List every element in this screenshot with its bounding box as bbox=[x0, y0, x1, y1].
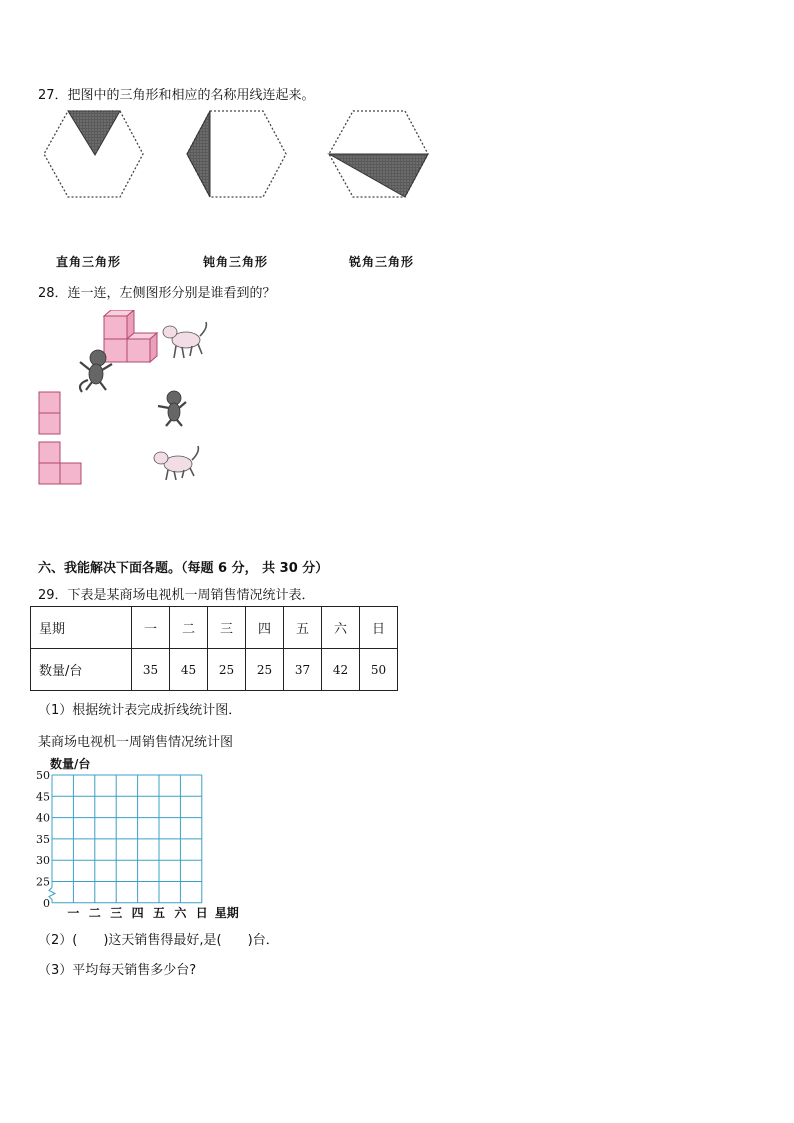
line-chart bbox=[30, 754, 260, 924]
table-cell: 一 bbox=[132, 607, 170, 649]
table-cell: 四 bbox=[246, 607, 284, 649]
table-cell: 三 bbox=[208, 607, 246, 649]
table-cell: 45 bbox=[170, 649, 208, 691]
q28-figures bbox=[36, 310, 226, 490]
label-obtuse-triangle: 钝角三角形 bbox=[203, 255, 269, 269]
q27-hexagons bbox=[38, 108, 438, 204]
label-right-triangle: 直角三角形 bbox=[56, 255, 122, 269]
dog-image bbox=[154, 446, 198, 480]
table-cell: 25 bbox=[208, 649, 246, 691]
q29-prompt: 29．下表是某商场电视机一周销售情况统计表． bbox=[38, 588, 315, 603]
q27-prompt: 27．把图中的三角形和相应的名称用线连起来。 bbox=[38, 88, 315, 103]
y-tick-label: 50 bbox=[36, 769, 50, 782]
front-view-shape bbox=[39, 392, 60, 434]
table-cell: 35 bbox=[132, 649, 170, 691]
x-axis-label: 星期 bbox=[214, 905, 239, 920]
q29-sub1: （1）根据统计表完成折线统计图． bbox=[38, 703, 242, 718]
hexagon-acute-triangle bbox=[329, 111, 428, 197]
cube-stack-image bbox=[104, 310, 157, 362]
x-tick-label: 四 bbox=[131, 905, 144, 920]
table-cell: 50 bbox=[360, 649, 398, 691]
hexagon-right-triangle bbox=[44, 111, 143, 197]
q29-sub2: （2）( )这天销售得最好,是( )台． bbox=[38, 933, 279, 948]
table-cell: 37 bbox=[284, 649, 322, 691]
y-tick-label: 30 bbox=[36, 854, 50, 868]
x-tick-label: 一 bbox=[67, 905, 80, 920]
y-axis-label: 数量/台 bbox=[50, 757, 91, 771]
table-cell: 二 bbox=[170, 607, 208, 649]
table-row-label: 数量/台 bbox=[31, 649, 132, 691]
chart-title: 某商场电视机一周销售情况统计图 bbox=[38, 735, 234, 750]
table-header-label: 星期 bbox=[31, 607, 132, 649]
monkey-image bbox=[158, 391, 186, 426]
q28-prompt: 28．连一连，左侧图形分别是谁看到的？ bbox=[38, 286, 276, 301]
y-tick-label: 40 bbox=[36, 811, 50, 825]
dog-image bbox=[163, 322, 206, 358]
table-cell: 日 bbox=[360, 607, 398, 649]
sales-table bbox=[30, 606, 398, 691]
table-cell: 42 bbox=[322, 649, 360, 691]
table-row bbox=[31, 649, 398, 691]
q29-sub3: （3）平均每天销售多少台? bbox=[38, 963, 197, 978]
y-tick-label: 45 bbox=[36, 790, 50, 804]
table-row bbox=[31, 607, 398, 649]
x-tick-label: 三 bbox=[110, 905, 123, 920]
y-tick-label: 25 bbox=[36, 875, 50, 889]
y-tick-label: 0 bbox=[43, 896, 50, 910]
x-tick-label: 六 bbox=[174, 905, 187, 920]
table-cell: 五 bbox=[284, 607, 322, 649]
x-tick-label: 日 bbox=[195, 905, 208, 920]
label-acute-triangle: 锐角三角形 bbox=[349, 255, 415, 269]
side-view-shape bbox=[39, 442, 81, 484]
x-tick-label: 五 bbox=[152, 905, 166, 920]
y-tick-label: 35 bbox=[36, 832, 50, 846]
table-cell: 六 bbox=[322, 607, 360, 649]
hexagon-obtuse-triangle bbox=[187, 111, 286, 197]
table-cell: 25 bbox=[246, 649, 284, 691]
section6-title: 六、我能解决下面各题。（每题 6 分， 共 30 分） bbox=[38, 561, 329, 576]
x-tick-label: 二 bbox=[88, 905, 101, 920]
